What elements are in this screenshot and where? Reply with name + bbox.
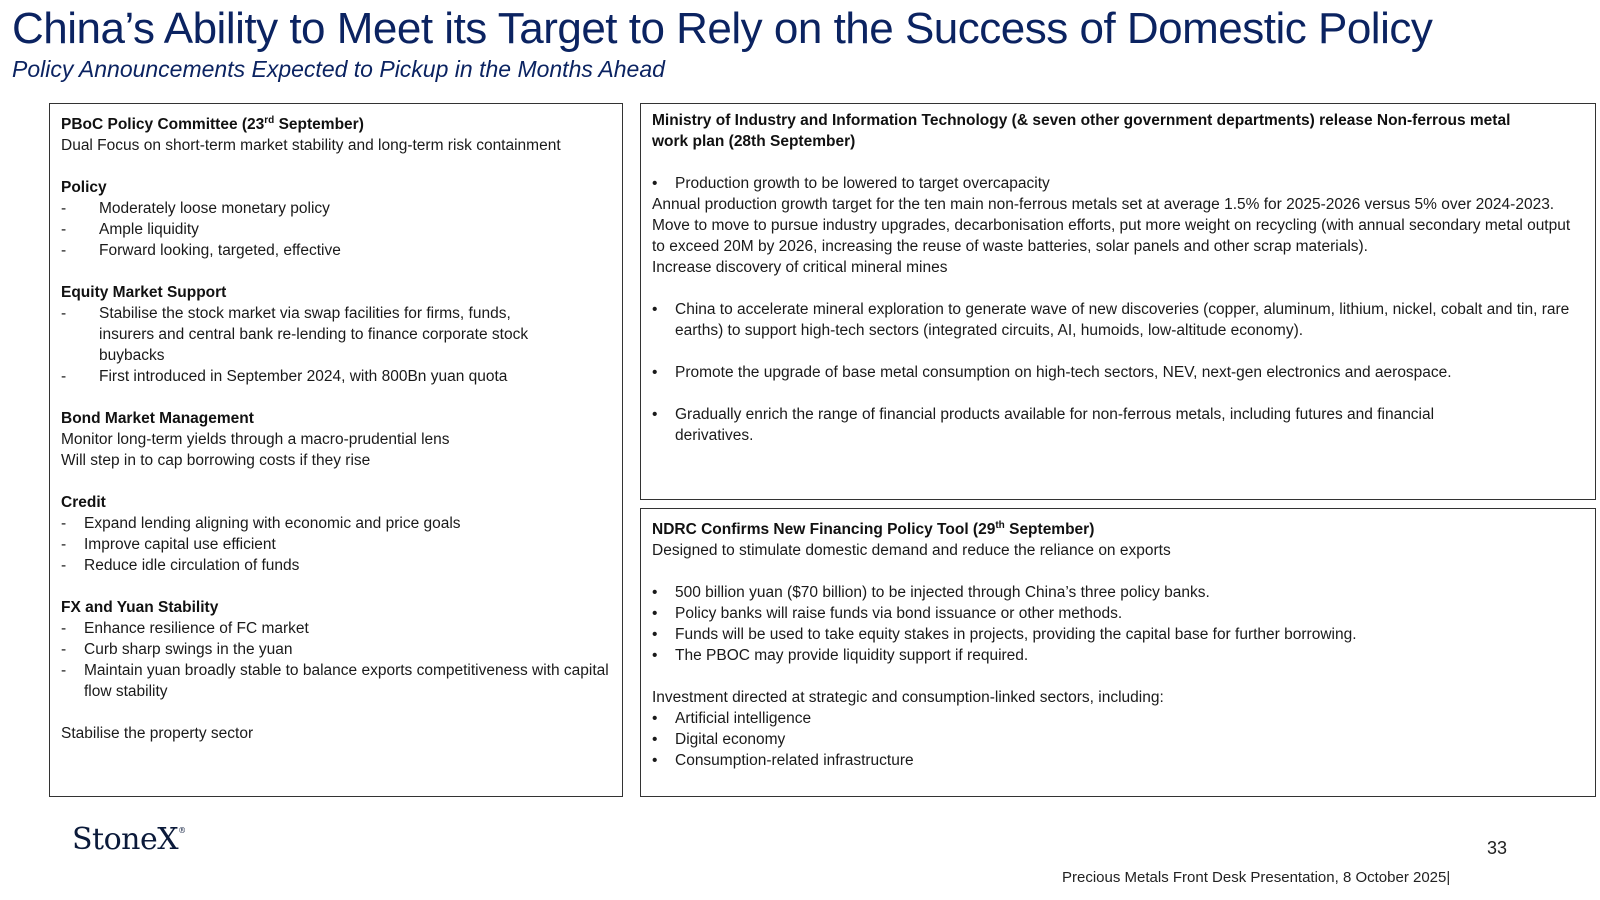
pboc-heading: PBoC Policy Committee (23rd September) [61,115,364,134]
investment-intro: Investment directed at strategic and consumption-linked sectors, including: [652,689,1164,707]
list-item: - Forward looking, targeted, effective [61,242,341,260]
ndrc-intro: Designed to stimulate domestic demand and reduce the reliance on exports [652,542,1171,560]
bond-heading: Bond Market Management [61,410,254,428]
list-item: • China to accelerate mineral exploration to generate wave of new discoveries (copper, aluminum, lithium, nickel, cobalt and tin, rare earths) to support high-tech sectors (integrated circuits, AI, humoids, low-altitude economy). [652,301,1570,339]
list-item: • The PBOC may provide liquidity support if required. [652,647,1029,665]
footer-note: Precious Metals Front Desk Presentation, 8 October 2025| [1062,869,1451,886]
list-item: - Improve capital use efficient [61,536,276,554]
credit-heading: Credit [61,494,106,512]
registered-mark: ® [178,826,186,835]
list-item: - Stabilise the stock market via swap facilities for firms, funds, insurers and central bank re-lending to finance corporate stock buybacks [61,305,529,365]
list-item: • Artificial intelligence [652,710,812,728]
list-item: • Gradually enrich the range of financial products available for non-ferrous metals, including futures and financial derivatives. [652,406,1435,444]
list-item: - Reduce idle circulation of funds [61,557,300,575]
list-item: - Expand lending aligning with economic and price goals [61,515,461,533]
miit-heading: Ministry of Industry and Information Technology (& seven other government departments) release Non-ferrous metal work plan (28th September) [652,112,1511,150]
list-item: • 500 billion yuan ($70 billion) to be injected through China’s three policy banks. [652,584,1210,602]
list-item: - Ample liquidity [61,221,199,239]
list-item: • Funds will be used to take equity stakes in projects, providing the capital base for further borrowing. [652,626,1357,644]
page-title: China’s Ability to Meet its Target to Rely on the Success of Domestic Policy [12,4,1433,53]
page-subtitle: Policy Announcements Expected to Pickup in the Months Ahead [12,56,665,82]
list-item: - Curb sharp swings in the yuan [61,641,293,659]
pboc-intro: Dual Focus on short-term market stability and long-term risk containment [61,137,561,155]
property-line: Stabilise the property sector [61,725,254,743]
miit-line: Increase discovery of critical mineral mines [652,259,948,276]
equity-heading: Equity Market Support [61,284,227,302]
list-item: • Production growth to be lowered to target overcapacity [652,175,1050,192]
list-item: • Promote the upgrade of base metal consumption on high-tech sectors, NEV, next-gen electronics and aerospace. [652,364,1452,381]
list-item: • Policy banks will raise funds via bond issuance or other methods. [652,605,1123,623]
heading-superscript: rd [264,115,275,126]
list-item: - Enhance resilience of FC market [61,620,309,638]
ndrc-financing-panel [640,508,1596,797]
list-item: - First introduced in September 2024, with 800Bn yuan quota [61,368,508,386]
list-item: - Maintain yuan broadly stable to balance exports competitiveness with capital flow stability [61,662,609,701]
miit-workplan-panel [640,103,1596,500]
list-item: • Digital economy [652,731,786,749]
pboc-policy-panel [49,103,623,797]
list-item: • Consumption-related infrastructure [652,752,914,770]
fx-heading: FX and Yuan Stability [61,599,219,617]
page-number: 33 [1487,838,1508,858]
list-item: - Moderately loose monetary policy [61,200,330,218]
ndrc-heading: NDRC Confirms New Financing Policy Tool (29th September) [652,520,1095,539]
stonex-logo: StoneX® [72,822,186,857]
bond-line: Monitor long-term yields through a macro-prudential lens [61,431,450,449]
heading-superscript: th [995,520,1005,531]
policy-heading: Policy [61,179,107,197]
miit-paragraph: Annual production growth target for the ten main non-ferrous metals set at average 1.5% for 2025-2026 versus 5% over 2024-2023. Move to move to pursue industry upgrades, decarbonisation efforts, put more weight on recycling (with annual secondary metal output to exceed 20M by 2026, increasing the reuse of waste batteries, solar panels and other scrap materials). [652,196,1571,255]
bond-line: Will step in to cap borrowing costs if they rise [61,452,371,470]
